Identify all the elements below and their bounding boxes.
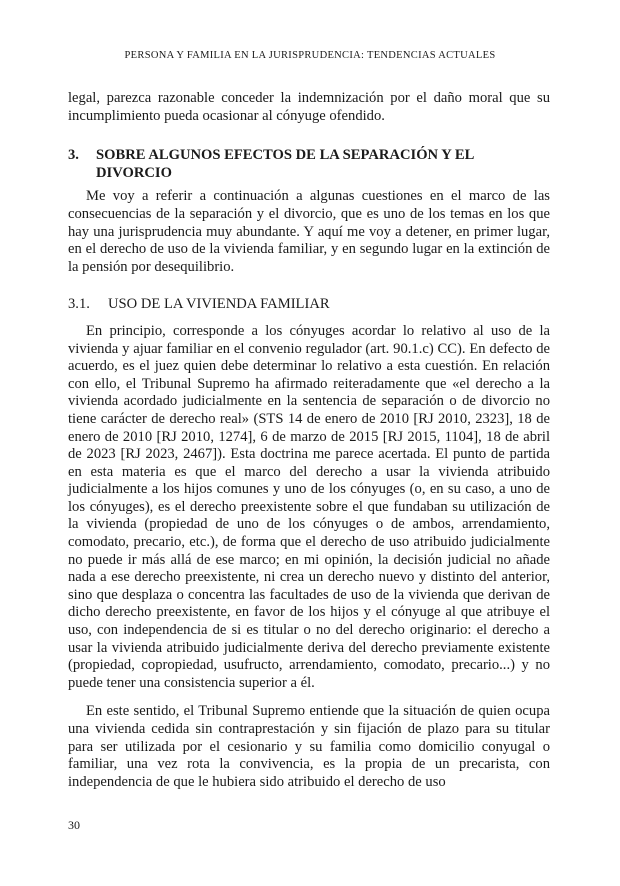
intro-paragraph: legal, parezca razonable conceder la indemnización por el daño moral que su incumplimiento pueda ocasionar al cónyuge ofendido. (68, 90, 550, 124)
subsection-paragraph-1: En principio, corresponde a los cónyuges acordar lo relativo al uso de la vivienda y ajuar familiar en el convenio regulador (art. 90.1.c) CC). En defecto de acuerdo, es el juez quien debe determinar lo relativo a esta cuestión. En relación con ello, el Tribunal Supremo ha afirmado reiteradamente que «el derecho a la vivienda acordado judicialmente en la sentencia de separación o de divorcio no tiene carácter de derecho real» (STS 14 de enero de 2010 [RJ 2010, 2323], 18 de enero de 2010 [RJ 2010, 1274], 6 de marzo de 2015 [RJ 2015, 1104], 18 de abril de 2023 [RJ 2023, 2467]). Esta doctrina me parece acertada. El punto de partida en esta materia es que el marco del derecho a usar la vivienda atribuido judicialmente a los hijos comunes y uno de los cónyuges (o, en su caso, a uno de los cónyuges), es el derecho preexistente sobre el que fundaban su utilización de la vivienda (propiedad de uno de los cónyuges o de ambos, arrendamiento, comodato, precario, etc.), de forma que el derecho de uso atribuido judicialmente no puede ir más allá de ese marco; en mi opinión, la decisión judicial no añade nada a ese derecho preexistente, ni crea un derecho nuevo y distinto del anterior, sino que desplaza o concentra las facultades de uso de la vivienda que derivan de dicho derecho preexistente, en favor de los hijos y el cónyuge al que atribuye el uso, con independencia de si es titular o no del derecho originario: el derecho a usar la vivienda atribuido judicialmente deriva del derecho previamente existente (propiedad, copropiedad, usufructo, arrendamiento, comodato, precario...) y no puede tener una consistencia superior a él. (68, 322, 550, 691)
subsection-paragraph-2: En este sentido, el Tribunal Supremo entiende que la situación de quien ocupa una vivienda cedida sin contraprestación y sin fijación de plazo para su titular para ser utilizada por el cesionario y su familia como domicilio conyugal o familiar, una vez rota la convivencia, es la propia de un precarista, con independencia de que le hubiera sido atribuido el derecho de uso (68, 703, 550, 790)
subsection-title: USO DE LA VIVIENDA FAMILIAR (108, 296, 330, 313)
section-paragraph: Me voy a referir a continuación a algunas cuestiones en el marco de las consecuencias de la separación y el divorcio, que es uno de los temas en los que hay una jurisprudencia muy abundante. Y aquí me voy a detener, en primer lugar, en el derecho de uso de la vivienda familiar, y en segundo lugar en la extinción de la pensión por desequilibrio. (68, 188, 550, 275)
section-number: 3. (68, 147, 79, 164)
running-header: PERSONA Y FAMILIA EN LA JURISPRUDENCIA: TENDENCIAS ACTUALES (124, 50, 496, 61)
subsection-number: 3.1. (68, 296, 90, 313)
page-number: 30 (68, 818, 80, 832)
subsection-heading (68, 296, 550, 314)
section-heading (68, 147, 550, 182)
section-title: SOBRE ALGUNOS EFECTOS DE LA SEPARACIÓN Y EL DIVORCIO (96, 147, 474, 181)
page-body (68, 90, 550, 791)
